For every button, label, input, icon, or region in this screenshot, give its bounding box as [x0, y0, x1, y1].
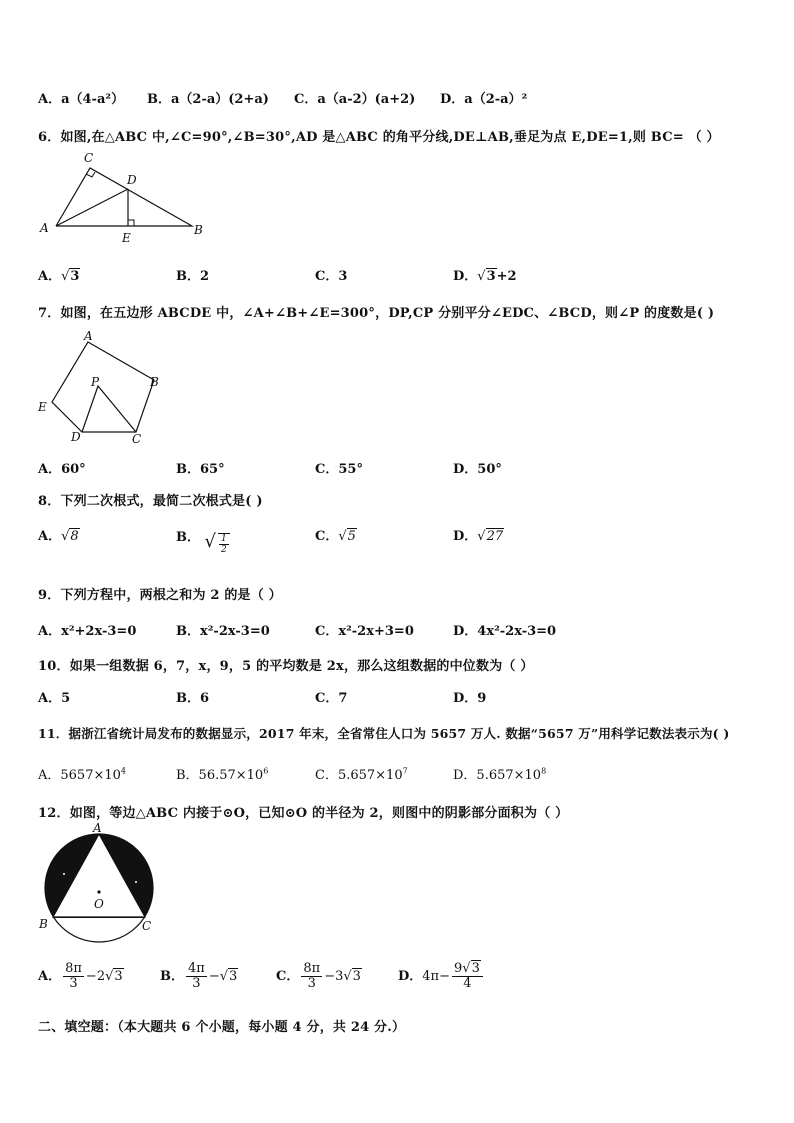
q12-label-o: O: [94, 897, 104, 911]
q6-option-c: C．3: [315, 269, 348, 284]
q12-label-b: B: [39, 917, 48, 931]
q10-option-d: D．9: [453, 691, 487, 706]
q11-option-b-base: B．56.57×10: [176, 768, 264, 783]
q5-option-d: D．a（2-a）²: [440, 92, 528, 107]
q12-label-c: C: [142, 919, 152, 933]
q12-option-a-letter: A．: [38, 969, 62, 984]
q11-option-c-base: C．5.657×10: [315, 768, 403, 783]
sqrt-icon: √: [204, 531, 217, 552]
q10-option-b: B．6: [176, 691, 210, 706]
q6-triangle-figure: [36, 148, 216, 244]
q12-option-a-tail: −2: [85, 969, 106, 984]
q12-option-b-radicand: 3: [229, 969, 238, 984]
q12-option-d-numerator-group: [452, 962, 483, 977]
q10-option-a: A．5: [38, 691, 71, 706]
q7-option-a: A．60°: [38, 462, 86, 477]
q12-option-b-fraction: [186, 962, 207, 991]
q7-label-e: E: [38, 400, 47, 414]
q12-option-a-numerator: 8π: [65, 961, 82, 976]
q5-option-c: C．a（a-2）(a+2): [294, 92, 416, 107]
q11-option-c-exponent: 7: [402, 766, 408, 776]
q6-label-d: D: [127, 173, 137, 187]
q12-option-c-numerator: 8π: [303, 961, 321, 976]
q6-label-a: A: [40, 221, 49, 235]
q7-label-c: C: [132, 432, 142, 446]
q7-stem: 7．如图，在五边形 ABCDE 中，∠A+∠B+∠E=300°，DP,CP 分别平分∠EDC、∠BCD，则∠P 的度数是( ): [38, 306, 715, 321]
q12-circle-figure: [36, 822, 166, 948]
q8-option-b-fraction: [218, 533, 230, 555]
q12-stem: 12．如图，等边△ABC 内接于⊙O，已知⊙O 的半径为 2，则图中的阴影部分面积为（ ）: [38, 806, 569, 821]
sqrt-icon: √: [477, 529, 486, 544]
q7-option-c: C．55°: [315, 462, 363, 477]
q8-option-b: [176, 525, 232, 555]
q8-option-c: [315, 525, 357, 544]
q6-option-d-radicand: 3: [486, 269, 496, 284]
sqrt-icon: √: [338, 529, 347, 544]
q6-option-d: [453, 265, 517, 284]
q11-option-b-exponent: 6: [263, 766, 269, 776]
sqrt-icon: √: [462, 961, 471, 976]
q12-option-a-radicand: 3: [114, 969, 123, 984]
q6-option-b: B．2: [176, 269, 210, 284]
q8-option-a-letter: A．: [38, 529, 62, 544]
q6-label-c: C: [84, 151, 94, 165]
q5-option-b: B．a（2-a）(2+a): [147, 92, 269, 107]
q7-label-d: D: [71, 430, 81, 444]
q6-label-b: B: [194, 223, 203, 237]
q6-option-a: [38, 265, 80, 284]
q11-stem: 11．据浙江省统计局发布的数据显示，2017 年末，全省常住人口为 5657 万人. 数据“5657 万”用科学记数法表示为( ): [38, 726, 730, 741]
q8-option-b-denominator: 2: [221, 544, 227, 555]
q12-option-c: [276, 962, 362, 991]
q8-option-a: [38, 525, 80, 544]
q12-option-c-fraction: [301, 962, 322, 991]
q11-option-b: [176, 764, 268, 783]
q12-option-b-denominator: 3: [192, 976, 201, 991]
q7-label-b: B: [150, 375, 159, 389]
q6-option-a-letter: A．: [38, 269, 62, 284]
q7-option-b: B．65°: [176, 462, 225, 477]
q8-option-c-radicand: 5: [347, 529, 356, 544]
q12-option-b: [160, 962, 238, 991]
q12-option-b-numerator: 4π: [188, 961, 205, 976]
q12-option-a-denominator: 3: [69, 976, 78, 991]
q12-option-c-letter: C．: [276, 969, 300, 984]
q7-label-p: P: [91, 375, 100, 389]
q8-option-d-radicand: 27: [486, 529, 504, 544]
q12-option-d-numerator: 9: [454, 961, 463, 976]
q12-option-c-tail: −3: [324, 969, 344, 984]
q11-option-a-base: A．5657×10: [38, 768, 121, 783]
q11-option-d-exponent: 8: [541, 766, 547, 776]
q12-option-b-letter: B．: [160, 969, 184, 984]
q9-option-a: A．x²+2x-3=0: [38, 624, 137, 639]
q12-option-d-fraction: [452, 962, 483, 991]
q10-stem: 10．如果一组数据 6，7，x，9，5 的平均数是 2x，那么这组数据的中位数为（ ）: [38, 659, 534, 674]
q12-option-d: [398, 962, 485, 991]
q10-option-c: C．7: [315, 691, 348, 706]
q11-option-a: [38, 764, 126, 783]
sqrt-icon: √: [219, 969, 229, 984]
q12-option-a: [38, 962, 124, 991]
sqrt-icon: √: [477, 269, 486, 284]
q5-option-a: A．a（4-a²）: [38, 92, 125, 107]
q12-option-c-denominator: 3: [307, 976, 316, 991]
q7-label-a: A: [84, 330, 93, 343]
q6-option-d-tail: +2: [496, 269, 517, 284]
q12-label-a: A: [93, 822, 102, 835]
q8-option-d: [453, 525, 504, 544]
q12-option-d-letter: D．: [398, 969, 423, 984]
q11-option-d: [453, 764, 546, 783]
q8-option-a-radicand: 8: [70, 529, 79, 544]
q8-option-b-value: [205, 531, 232, 555]
q11-option-a-exponent: 4: [120, 766, 127, 776]
q9-stem: 9．下列方程中，两根之和为 2 的是（ ）: [38, 588, 282, 603]
q12-option-b-tail: −: [208, 969, 220, 984]
sqrt-icon: √: [343, 969, 352, 984]
q12-option-d-lead: 4π−: [422, 969, 450, 984]
q8-stem: 8．下列二次根式，最简二次根式是( ): [38, 494, 263, 509]
sqrt-icon: √: [61, 529, 70, 544]
q8-option-b-letter: B．: [176, 530, 200, 545]
q9-option-d: D．4x²-2x-3=0: [453, 624, 557, 639]
q6-label-e: E: [122, 231, 131, 244]
q11-option-c: [315, 764, 408, 783]
q8-option-d-letter: D．: [453, 529, 478, 544]
q12-option-d-denominator: 4: [463, 976, 472, 991]
q6-stem: 6．如图,在△ABC 中,∠C=90°,∠B=30°,AD 是△ABC 的角平分线,DE⊥AB,垂足为点 E,DE=1,则 BC= （ ）: [38, 130, 720, 145]
q11-option-d-base: D．5.657×10: [453, 768, 542, 783]
q9-option-b: B．x²-2x-3=0: [176, 624, 270, 639]
q6-option-d-letter: D．: [453, 269, 478, 284]
q7-pentagon-figure: [36, 330, 166, 446]
q7-option-d: D．50°: [453, 462, 502, 477]
q12-option-a-fraction: [63, 962, 84, 991]
sqrt-icon: √: [105, 969, 114, 984]
q8-option-c-letter: C．: [315, 529, 339, 544]
q12-option-d-numerator-radicand: 3: [471, 961, 480, 976]
section-2-heading: 二、填空题：（本大题共 6 个小题，每小题 4 分，共 24 分.）: [38, 1020, 406, 1035]
q9-option-c: C．x²-2x+3=0: [315, 624, 414, 639]
q6-option-a-radicand: 3: [70, 269, 80, 284]
q12-option-c-radicand: 3: [352, 969, 361, 984]
q8-option-b-numerator: 1: [221, 533, 227, 544]
sqrt-icon: √: [61, 269, 70, 284]
